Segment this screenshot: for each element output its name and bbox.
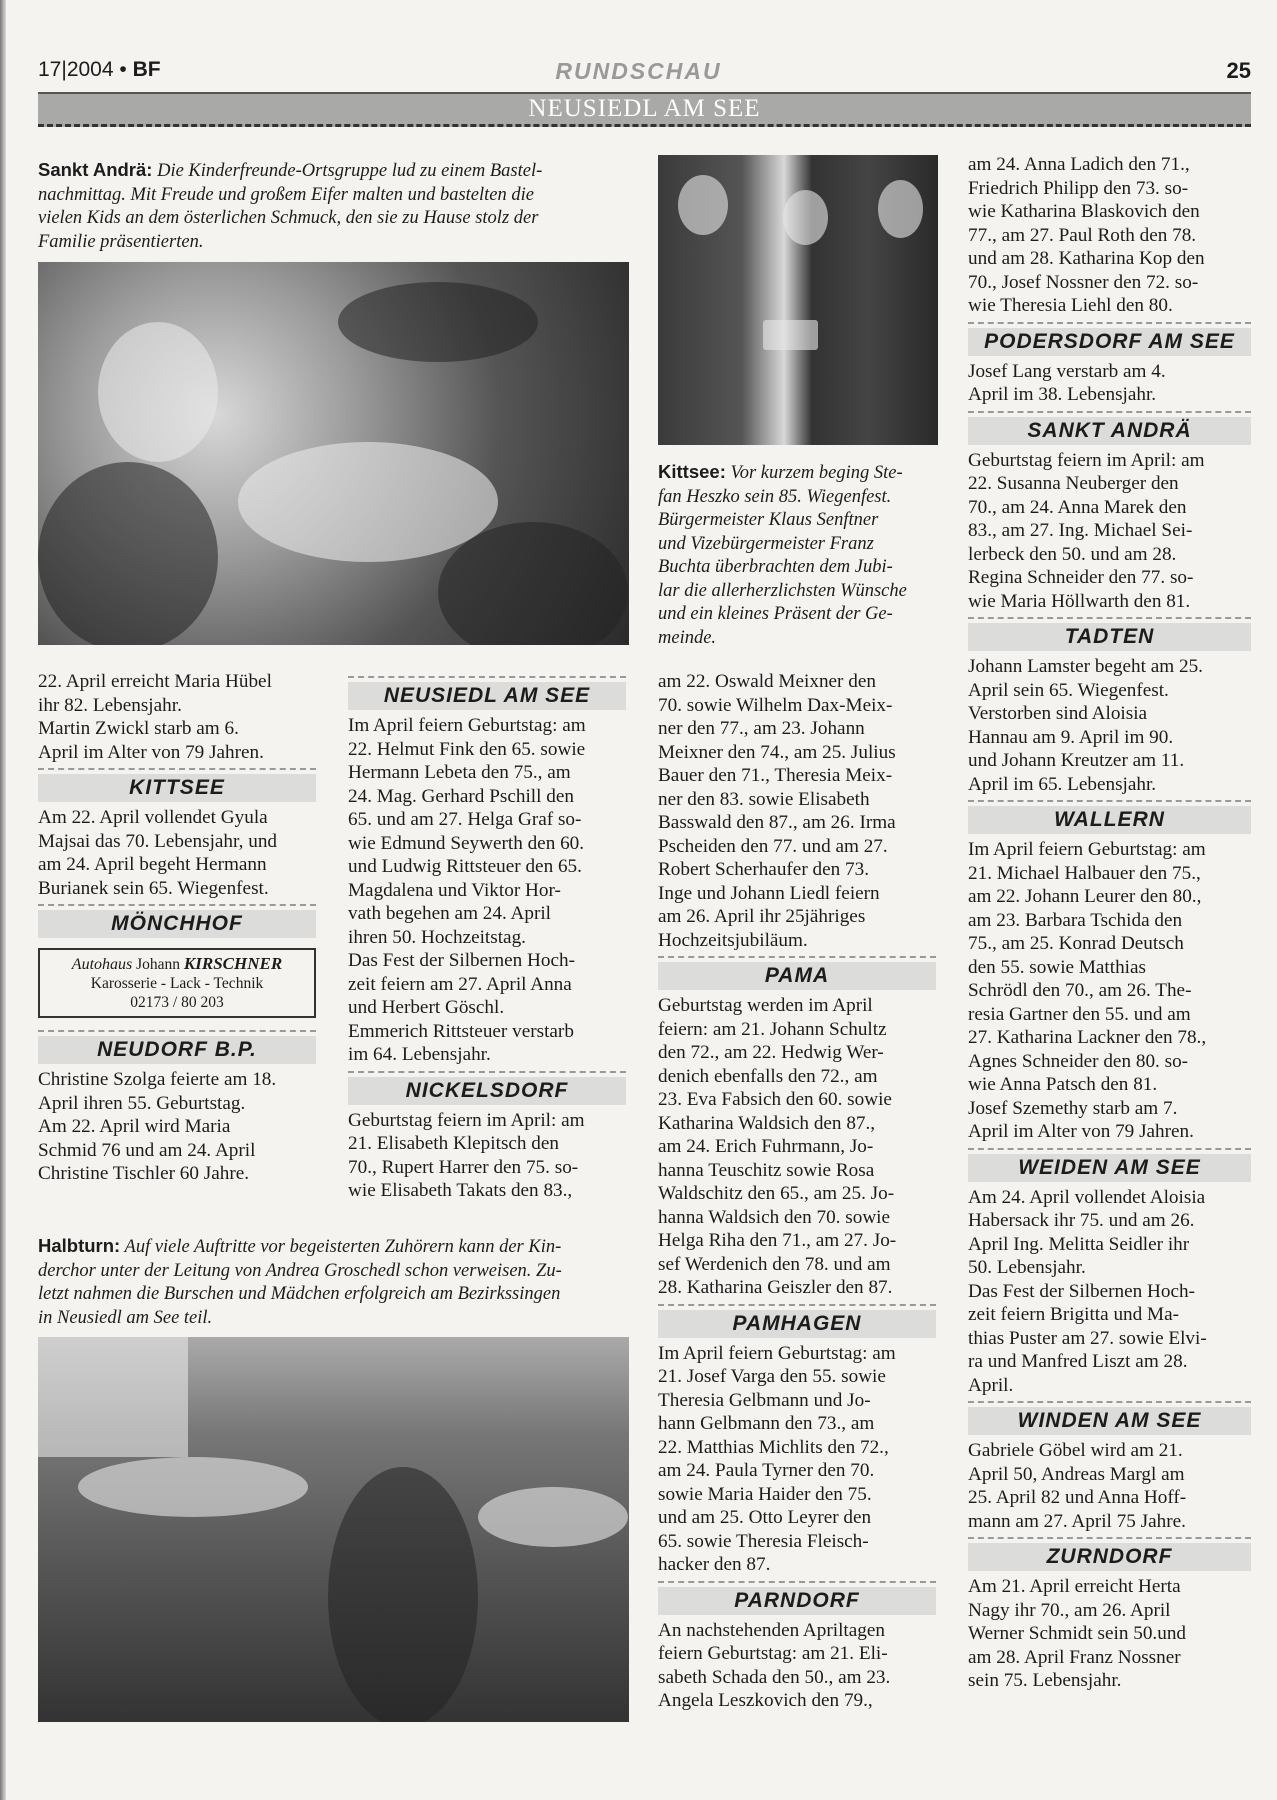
heading-moenchhof: MÖNCHHOF (38, 904, 316, 938)
heading-pama: PAMA (658, 956, 936, 990)
article-sankt-andrae: Geburtstag feiern im April: am 22. Susanna Neuberger den 70., am 24. Anna Marek den 83., am 27. Ing. Michael Sei- lerbeck den 50. und am 28. Regina Schneider den 77. so- wie Maria Höllwarth den 81. (968, 449, 1205, 612)
caption-kittsee (658, 460, 948, 650)
caption-text: Die Kinderfreunde-Ortsgruppe lud zu einem Bastel- nachmittag. Mit Freude und großem Eifer malten und bastelten die vielen Kids an dem österlichen Schmuck, den sie zu Hause stolz der Familie präsentierten. (38, 161, 543, 252)
ad-text: Autohaus (71, 956, 133, 973)
heading-tadten: TADTEN (968, 617, 1251, 651)
column-3 (658, 670, 936, 1713)
article-pamhagen: Im April feiern Geburtstag: am 21. Josef Varga den 55. sowie Theresia Gelbmann und Jo- hann Gelbmann den 73., am 22. Matthias Michlits den 72., am 24. Paula Tyrner den 70. sowie Maria Haider den 75. und am 25. Otto Leyrer den 65. sowie Theresia Fleisch- hacker den 87. (658, 1342, 896, 1575)
ad-brand: KIRSCHNER (183, 954, 283, 973)
region-banner: NEUSIEDL AM SEE (38, 92, 1251, 127)
page-number: 25 (1226, 58, 1251, 83)
article-neudorf: Christine Szolga feierte am 18. April ihren 55. Geburtstag. Am 22. April wird Maria Schmid 76 und am 24. April Christine Tischler 60 Jahre. (38, 1069, 277, 1184)
page-edge (0, 0, 6, 1800)
heading-neudorf: NEUDORF B.P. (38, 1030, 316, 1064)
article-text: am 24. Anna Ladich den 71., Friedrich Philipp den 73. so- wie Katharina Blaskovich den 77., am 27. Paul Roth den 78. und am 28. Katharina Kop den 70., Josef Nossner den 72. so- wie Theresia Liehl den 80. (968, 154, 1205, 316)
advertisement-autohaus (38, 948, 316, 1018)
photo-children-crafting (38, 262, 629, 645)
heading-parndorf: PARNDORF (658, 1581, 936, 1615)
caption-text: Auf viele Auftritte vor begeisterten Zuhörern kann der Kin- derchor unter der Leitung von Andrea Groschedl schon verweisen. Zu- letzt nahmen die Burschen und Mädchen erfolgreich am Bezirkssingen in Neusiedl am See teil. (38, 1237, 562, 1328)
heading-sankt-andrae: SANKT ANDRÄ (968, 411, 1251, 445)
heading-neusiedl: NEUSIEDL AM SEE (348, 676, 626, 710)
column-1 (38, 670, 316, 1186)
article-zurndorf: Am 21. April erreicht Herta Nagy ihr 70., am 26. April Werner Schmidt sein 50.und am 28. April Franz Nossner sein 75. Lebensjahr. (968, 1576, 1187, 1691)
heading-weiden: WEIDEN AM SEE (968, 1148, 1251, 1182)
article-kittsee: Am 22. April vollendet Gyula Majsai das 70. Lebensjahr, und am 24. April begeht Hermann Burianek sein 65. Wiegenfest. (38, 807, 278, 899)
article-tadten: Johann Lamster begeht am 25. April sein 65. Wiegenfest. Verstorben sind Aloisia Hannau am 9. April im 90. und Johann Kreutzer am 11. April im 65. Lebensjahr. (968, 656, 1203, 795)
article-weiden: Am 24. April vollendet Aloisia Habersack ihr 75. und am 26. April Ing. Melitta Seidler ihr 50. Lebensjahr. Das Fest der Silbernen Hoch- zeit feiern Brigitta und Ma- thias Puster am 27. sowie Elvi- ra und Manfred Liszt am 28. April. (968, 1186, 1207, 1396)
heading-nickelsdorf: NICKELSDORF (348, 1071, 626, 1105)
column-4 (968, 153, 1251, 1693)
article-parndorf: An nachstehenden Apriltagen feiern Geburtstag: am 21. Eli- sabeth Schada den 50., am 23. Angela Leszkovich den 79., (658, 1619, 891, 1711)
heading-pamhagen: PAMHAGEN (658, 1304, 936, 1338)
article-neusiedl: Im April feiern Geburtstag: am 22. Helmut Fink den 65. sowie Hermann Lebeta den 75., am 24. Mag. Gerhard Pschill den 65. und am 27. Helga Graf so- wie Edmund Seywerth den 60. und Ludwig Rittsteuer den 65. Magdalena und Viktor Hor- vath begehen am 24. April ihren 50. Hochzeitstag. Das Fest der Silbernen Hoch- zeit feiern am 27. April Anna und Herbert Göschl. Emmerich Rittsteuer verstarb im 64. Lebensjahr. (348, 715, 586, 1065)
issue-number: 17|2004 • (38, 58, 127, 81)
caption-text: Vor kurzem beging Ste- fan Heszko sein 85. Wiegenfest. Bürgermeister Klaus Senftner und Vizebürgermeister Franz Buchta überbrachten dem Jubi- lar die allerherzlichsten Wünsche und ein kleines Präsent der Ge- meinde. (658, 463, 907, 648)
heading-podersdorf: PODERSDORF AM SEE (968, 322, 1251, 356)
article-wallern: Im April feiern Geburtstag: am 21. Michael Halbauer den 75., am 22. Johann Leurer den 80., am 23. Barbara Tschida den 75., am 25. Konrad Deutsch den 55. sowie Matthias Schrödl den 70., am 26. The- resia Gartner den 55. und am 27. Katharina Lackner den 78., Agnes Schneider den 80. so- wie Anna Patsch den 81. Josef Szemethy starb am 7. April im Alter von 79 Jahren. (968, 839, 1207, 1142)
article-winden: Gabriele Göbel wird am 21. April 50, Andreas Margl am 25. April 82 und Anna Hoff- mann am 27. April 75 Jahre. (968, 1440, 1187, 1532)
heading-winden: WINDEN AM SEE (968, 1401, 1251, 1435)
article-text: am 22. Oswald Meixner den 70. sowie Wilhelm Dax-Meix- ner den 77., am 23. Johann Meixner den 74., am 25. Julius Bauer den 71., Theresia Meix- ner den 83. sowie Elisabeth Basswald den 87., am 26. Irma Pscheiden den 77. und am 27. Robert Scherhaufer den 73. Inge und Johann Liedl feiern am 26. April ihr 25jähriges Hochzeitsjubiläum. (658, 671, 896, 951)
heading-wallern: WALLERN (968, 800, 1251, 834)
heading-zurndorf: ZURNDORF (968, 1537, 1251, 1571)
caption-lead: Halbturn: (38, 1235, 121, 1256)
caption-sankt-andrae (38, 158, 638, 254)
photo-childrens-choir (38, 1337, 629, 1722)
article-text: 22. April erreicht Maria Hübel ihr 82. Lebensjahr. Martin Zwickl starb am 6. April im Alter von 79 Jahren. (38, 671, 272, 763)
ad-services: Karosserie - Lack - Technik (90, 975, 264, 992)
brand: BF (132, 58, 161, 81)
article-pama: Geburtstag werden im April feiern: am 21. Johann Schultz den 72., am 22. Hedwig Wer- denich ebenfalls den 72., am 23. Eva Fabsich den 60. sowie Katharina Waldsich den 87., am 24. Erich Fuhrmann, Jo- hanna Teuschitz sowie Rosa Waldschitz den 65., am 25. Jo- hanna Waldsich den 70. sowie Helga Riha den 71., am 27. Jo- sef Werdenich den 78. und am 28. Katharina Geiszler den 87. (658, 995, 897, 1298)
caption-halbturn (38, 1234, 638, 1330)
ad-text: Johann (136, 956, 181, 973)
photo-birthday-visit (658, 155, 938, 445)
column-2 (348, 676, 626, 1203)
caption-lead: Sankt Andrä: (38, 159, 153, 180)
ad-phone: 02173 / 80 203 (130, 994, 224, 1011)
section-title: RUNDSCHAU (555, 58, 722, 84)
caption-lead: Kittsee: (658, 461, 726, 482)
article-podersdorf: Josef Lang verstarb am 4. April im 38. Lebensjahr. (968, 360, 1166, 405)
article-nickelsdorf: Geburtstag feiern im April: am 21. Elisabeth Klepitsch den 70., Rupert Harrer den 75. so- wie Elisabeth Takats den 83., (348, 1109, 585, 1201)
heading-kittsee: KITTSEE (38, 768, 316, 802)
